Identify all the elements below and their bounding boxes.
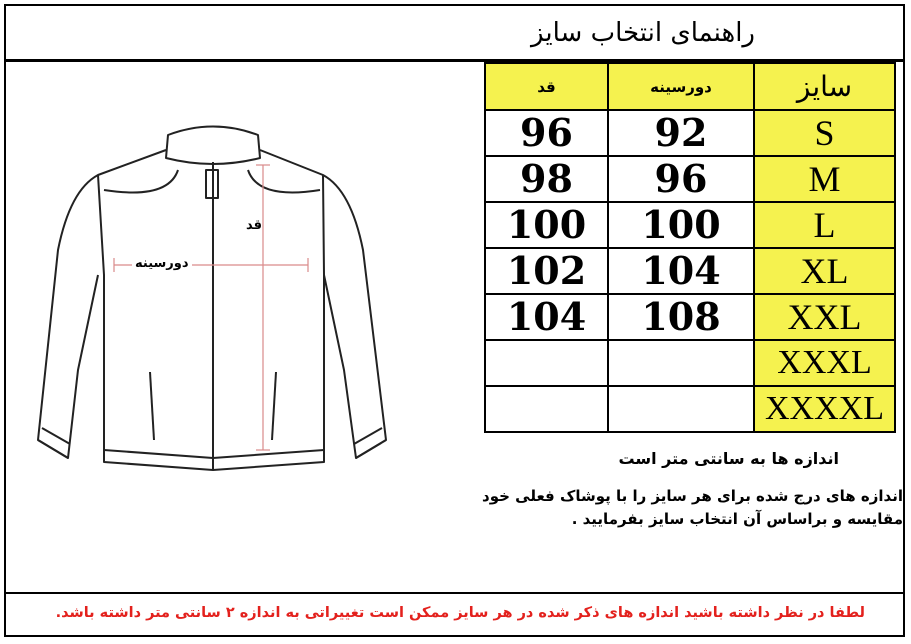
- cell-height: [485, 340, 608, 386]
- table-header-row: [485, 63, 895, 110]
- table-row: [485, 156, 895, 202]
- cell-height: 98: [485, 156, 608, 202]
- table-row: [485, 386, 895, 432]
- cell-height: [485, 386, 608, 432]
- cell-chest: 108: [608, 294, 754, 340]
- cell-size: S: [754, 110, 895, 156]
- cell-size: XXXL: [754, 340, 895, 386]
- cell-height: 96: [485, 110, 608, 156]
- cell-height: 102: [485, 248, 608, 294]
- title-bar: [4, 4, 905, 62]
- cell-chest: 92: [608, 110, 754, 156]
- jacket-height-label: قد: [246, 218, 263, 233]
- cell-chest: [608, 386, 754, 432]
- cell-size: M: [754, 156, 895, 202]
- table-row: [485, 202, 895, 248]
- cell-height: 104: [485, 294, 608, 340]
- jacket-illustration-icon: [18, 110, 398, 480]
- header-size: سایز: [754, 63, 895, 110]
- cell-height: 100: [485, 202, 608, 248]
- cell-chest: 96: [608, 156, 754, 202]
- cell-chest: 104: [608, 248, 754, 294]
- header-height: قد: [485, 63, 608, 110]
- cell-size: L: [754, 202, 895, 248]
- cell-size: XXL: [754, 294, 895, 340]
- cell-size: XL: [754, 248, 895, 294]
- table-row: [485, 294, 895, 340]
- size-table: [484, 62, 896, 433]
- cell-size: XXXXL: [754, 386, 895, 432]
- cell-chest: 100: [608, 202, 754, 248]
- table-row: [485, 248, 895, 294]
- footer-warning: لطفا در نظر داشته باشید اندازه های ذکر شده در هر سایز ممکن است تغییراتی به اندازه ۲ سانتی متر داشته باشد.: [55, 605, 865, 621]
- jacket-chest-label: دورسینه: [132, 256, 192, 271]
- header-chest: دورسینه: [608, 63, 754, 110]
- page-title: راهنمای انتخاب سایز: [531, 18, 755, 48]
- table-row: [485, 110, 895, 156]
- unit-note: اندازه ها به سانتی متر است: [618, 449, 839, 468]
- table-row: [485, 340, 895, 386]
- footer-bar: [4, 592, 905, 637]
- cell-chest: [608, 340, 754, 386]
- instruction-note: اندازه های درج شده برای هر سایز را با پوشاک فعلی خود مقایسه و براساس آن انتخاب سایز بفرمایید .: [482, 487, 903, 528]
